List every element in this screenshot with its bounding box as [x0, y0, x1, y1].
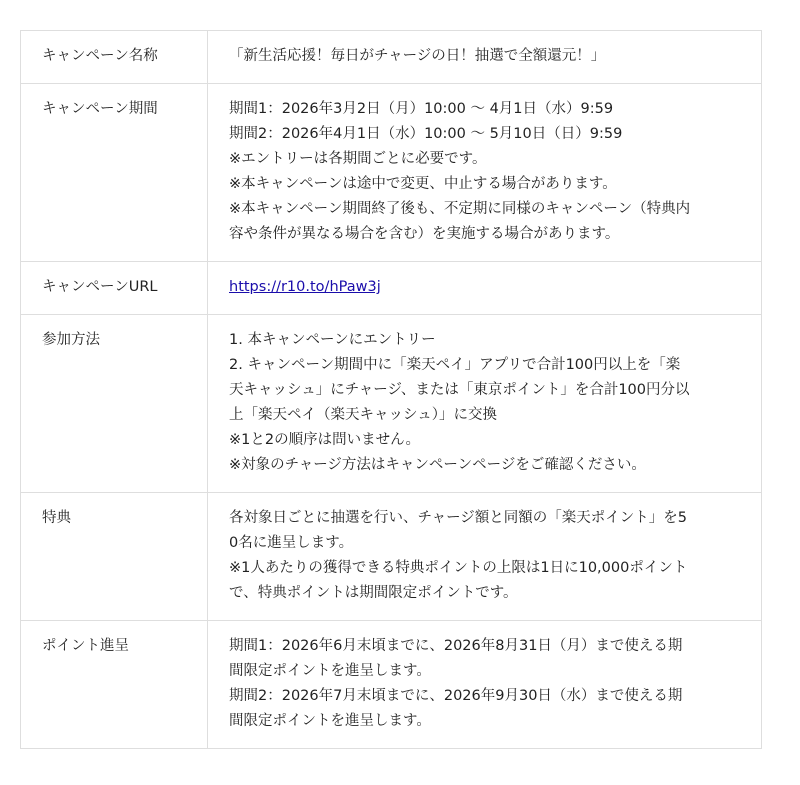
note-line: ※1人あたりの獲得できる特典ポイントの上限は1日に10,000ポイント	[229, 560, 688, 576]
table-row-campaign-url	[21, 262, 762, 315]
row-label: キャンペーン名称	[21, 31, 208, 84]
note-line: ※本キャンペーン期間終了後も、不定期に同様のキャンペーン（特典内	[229, 201, 691, 217]
note-line: ※1と2の順序は問いません。	[229, 432, 420, 448]
campaign-name-text: 「新生活応援！毎日がチャージの日！抽選で全額還元！」	[229, 48, 606, 64]
grant-line: 期間2：2026年7月末頃までに、2026年9月30日（水）まで使える期	[229, 688, 683, 704]
table-row-benefit	[21, 493, 762, 621]
row-value	[208, 84, 762, 262]
campaign-url-link[interactable]: https://r10.to/hPaw3j	[229, 279, 381, 295]
step-line: 天キャッシュ」にチャージ、または「東京ポイント」を合計100円分以	[229, 382, 690, 398]
row-value	[208, 621, 762, 749]
row-value	[208, 315, 762, 493]
grant-line: 間限定ポイントを進呈します。	[229, 713, 431, 729]
row-label: キャンペーンURL	[21, 262, 208, 315]
row-value	[208, 493, 762, 621]
period-line: 期間2：2026年4月1日（水）10:00 〜 5月10日（日）9:59	[229, 126, 623, 142]
note-line: ※本キャンペーンは途中で変更、中止する場合があります。	[229, 176, 617, 192]
period-line: 期間1：2026年3月2日（月）10:00 〜 4月1日（水）9:59	[229, 101, 614, 117]
grant-line: 間限定ポイントを進呈します。	[229, 663, 431, 679]
note-line: ※エントリーは各期間ごとに必要です。	[229, 151, 487, 167]
table-row-campaign-period	[21, 84, 762, 262]
step-line: 上「楽天ペイ（楽天キャッシュ）」に交換	[229, 407, 497, 423]
step-line: 2. キャンペーン期間中に「楽天ペイ」アプリで合計100円以上を「楽	[229, 357, 681, 373]
row-value	[208, 262, 762, 315]
note-line: ※対象のチャージ方法はキャンペーンページをご確認ください。	[229, 457, 646, 473]
grant-line: 期間1：2026年6月末頃までに、2026年8月31日（月）まで使える期	[229, 638, 683, 654]
row-value	[208, 31, 762, 84]
note-line: で、特典ポイントは期間限定ポイントです。	[229, 585, 518, 601]
note-line: 容や条件が異なる場合を含む）を実施する場合があります。	[229, 226, 620, 242]
table-row-participation-method	[21, 315, 762, 493]
table-row-campaign-name	[21, 31, 762, 84]
row-label: 参加方法	[21, 315, 208, 493]
row-label: 特典	[21, 493, 208, 621]
table-row-point-grant	[21, 621, 762, 749]
step-line: 1. 本キャンペーンにエントリー	[229, 332, 436, 348]
row-label: ポイント進呈	[21, 621, 208, 749]
row-label: キャンペーン期間	[21, 84, 208, 262]
benefit-line: 0名に進呈します。	[229, 535, 354, 551]
campaign-info-table	[20, 30, 762, 749]
benefit-line: 各対象日ごとに抽選を行い、チャージ額と同額の「楽天ポイント」を5	[229, 510, 687, 526]
